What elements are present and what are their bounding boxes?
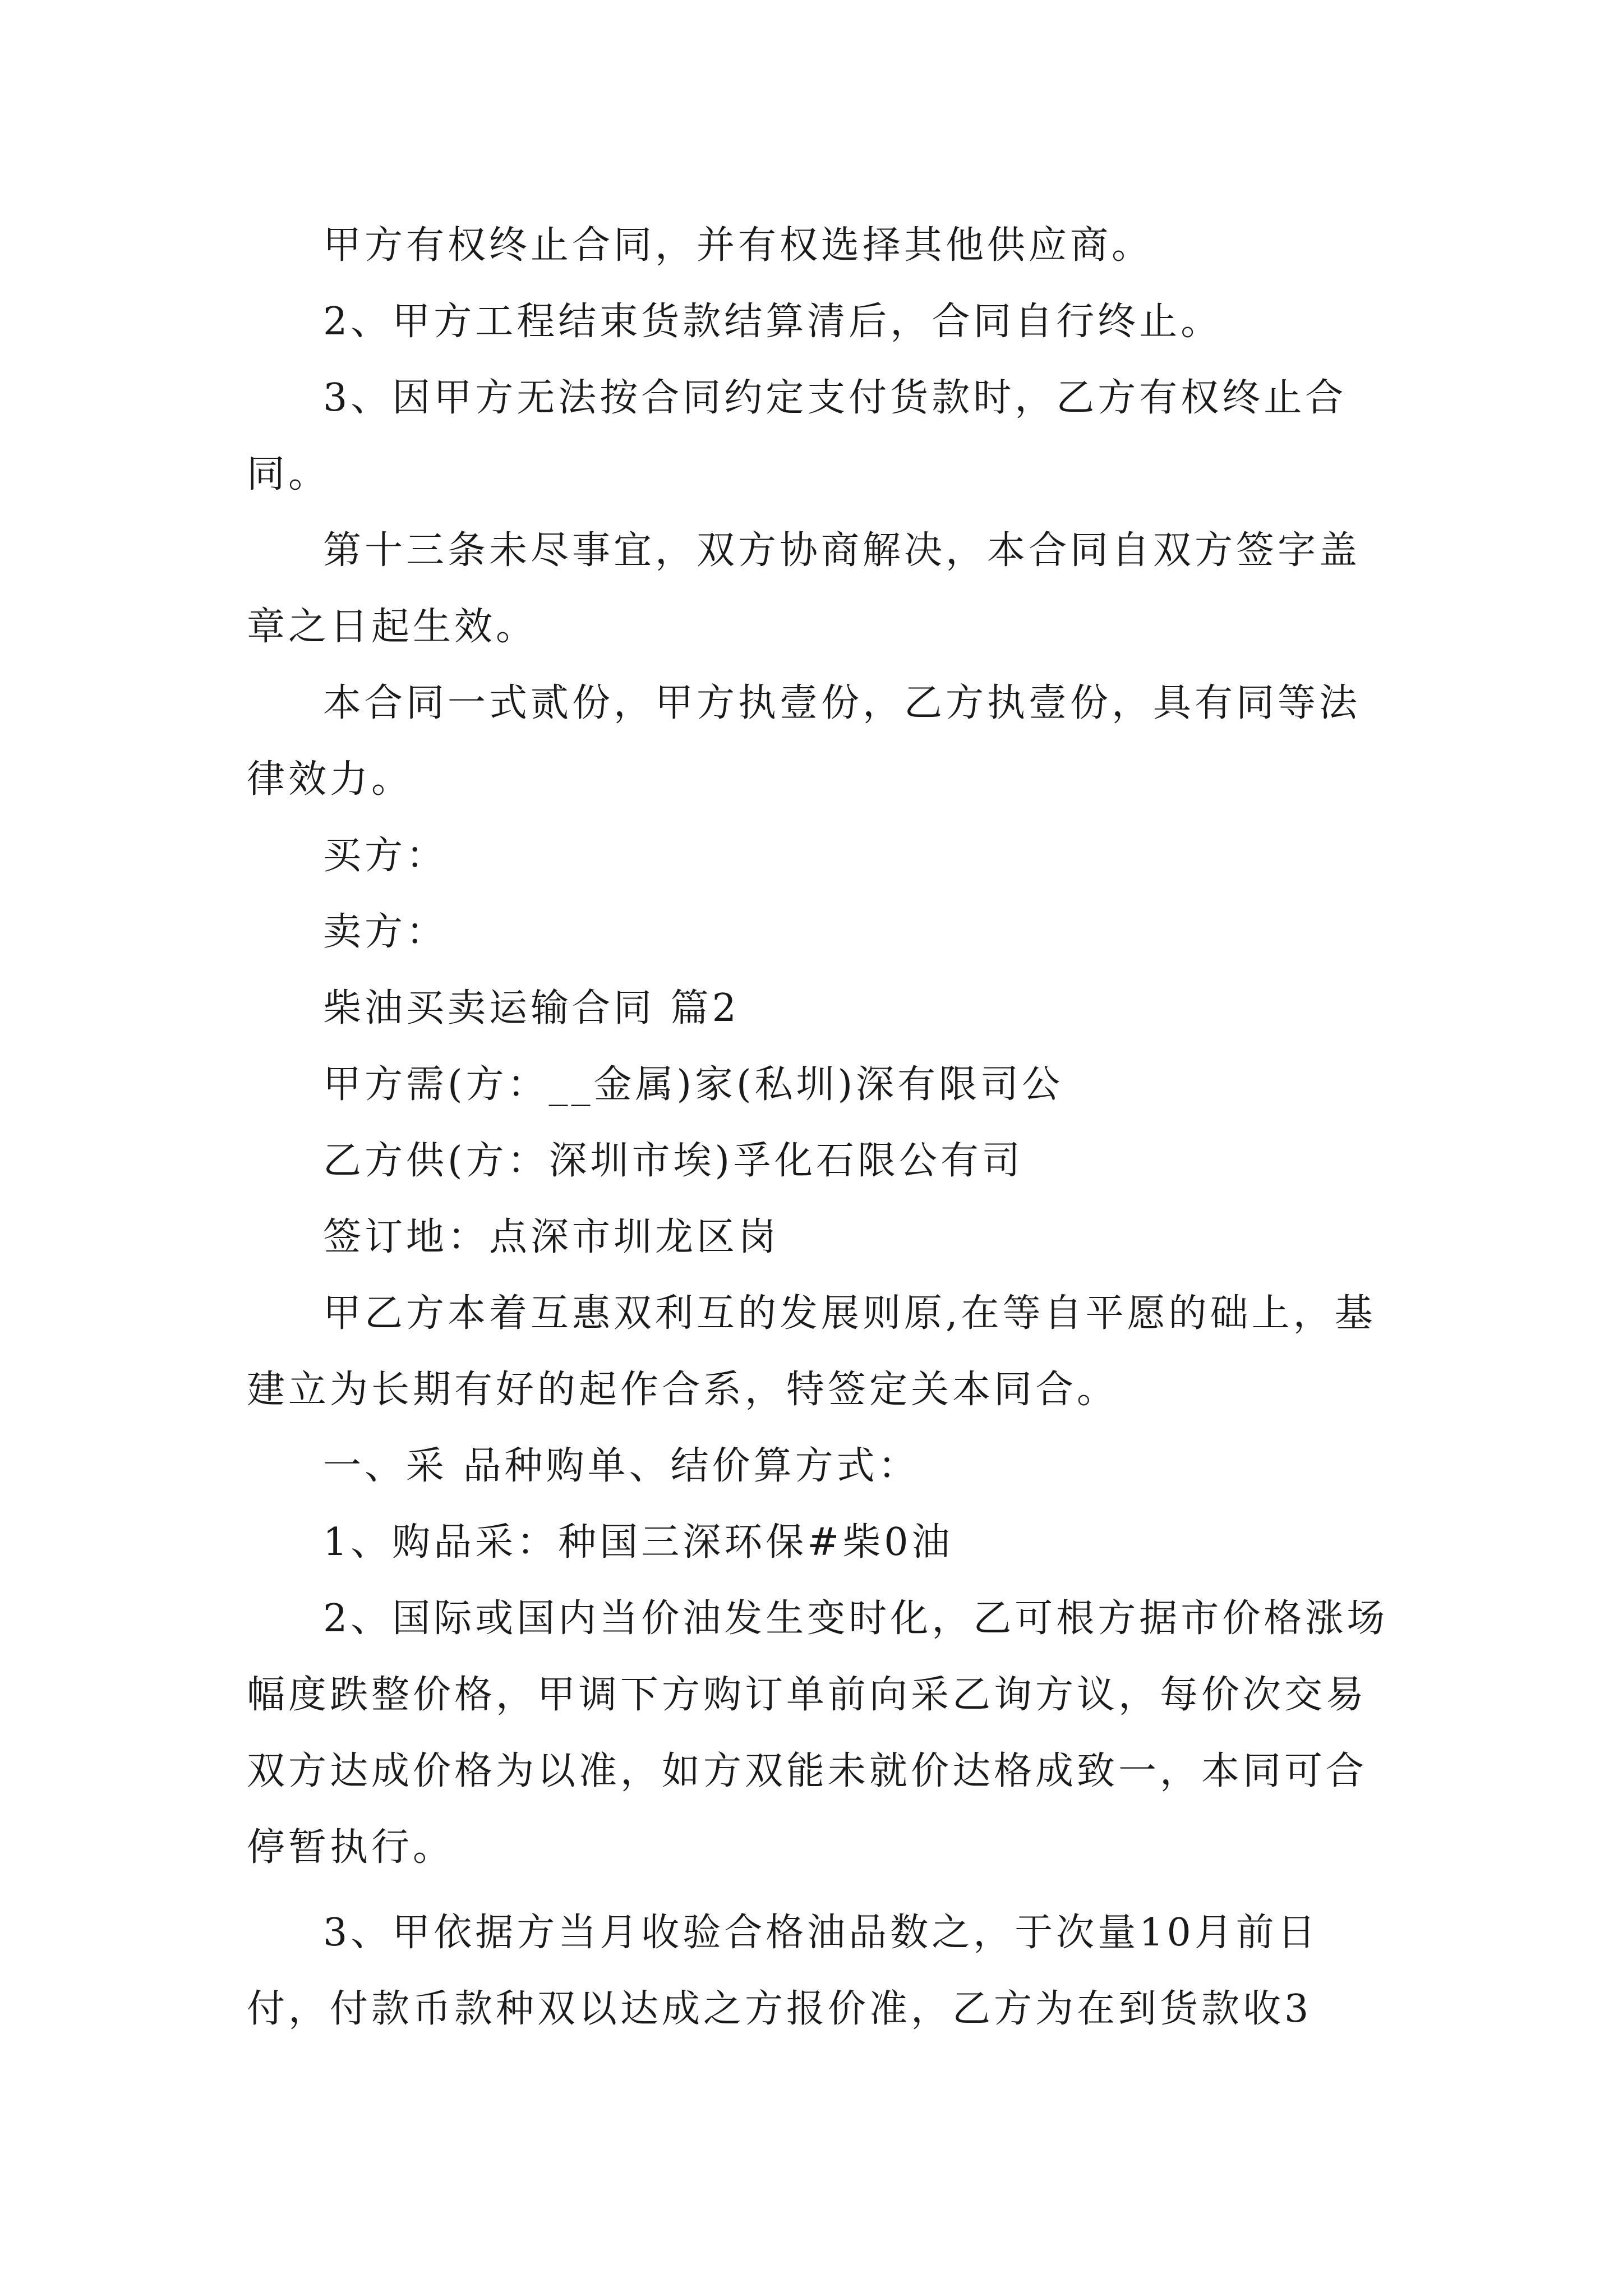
paragraph-article-13: 第十三条未尽事宜，双方协商解决，本合同自双方签字盖章之日起生效。 [247, 528, 1361, 649]
document-body [247, 208, 1391, 2047]
seller-label: 卖方： [323, 910, 448, 954]
item-2-price-adjustment: 2、国际或国内当价油发生变时化，乙可根方据市价格涨场幅度跌整价格，甲调下方购订单前向采乙询方议，每价次交易双方达成价格为以准，如方双能未就价达格成致一，本同可合停暂执行。 [247, 1596, 1389, 1870]
item-3-payment: 3、甲依据方当月收验合格油品数之，于次量10月前日付，付款币款种双以达成之方报价准，乙方为在到货款收3 [247, 1911, 1319, 2031]
item-1-product: 1、购品采：种国三深环保#柴0油 [323, 1520, 953, 1565]
signing-place: 签订地：点深市圳龙区岗 [323, 1215, 780, 1259]
paragraph-copies: 本合同一式贰份，甲方执壹份，乙方执壹份，具有同等法律效力。 [247, 681, 1361, 802]
section-title: 柴油买卖运输合同 篇2 [323, 986, 740, 1030]
buyer-label: 买方： [323, 834, 448, 878]
party-b: 乙方供(方：深圳市埃)孚化石限公有司 [323, 1139, 1024, 1183]
paragraph-termination-right: 甲方有权终止合同，并有权选择其他供应商。 [323, 223, 1154, 268]
paragraph-clause-2: 2、甲方工程结束货款结算清后，合同自行终止。 [323, 300, 1223, 344]
paragraph-clause-3: 3、因甲方无法按合同约定支付货款时，乙方有权终止合同。 [247, 376, 1347, 496]
party-a: 甲方需(方：__金属)家(私圳)深有限司公 [323, 1062, 1064, 1107]
paragraph-preamble: 甲乙方本着互惠双利互的发展则原,在等自平愿的础上，基建立为长期有好的起作合系，特签定关本同合。 [247, 1291, 1376, 1412]
heading-purchase-settlement: 一、采 品种购单、结价算方式： [323, 1444, 920, 1488]
